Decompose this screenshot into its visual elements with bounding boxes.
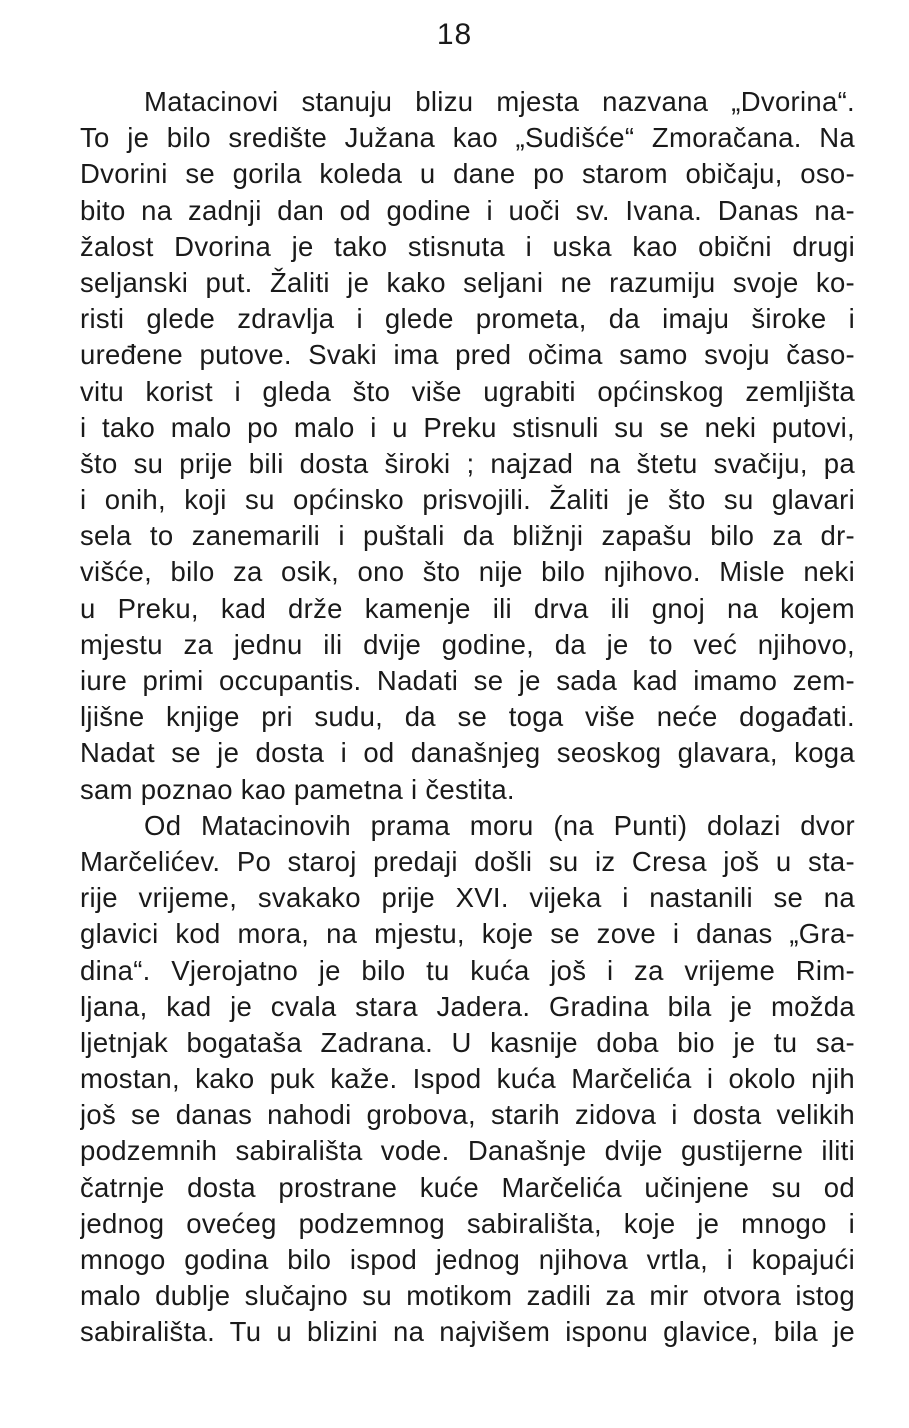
text-line: još se danas nahodi grobova, starih zidova i dosta velikih <box>80 1099 855 1131</box>
text-line: Matacinovi stanuju blizu mjesta nazvana „Dvorina“. <box>144 86 855 117</box>
text-line: sabirališta. Tu u blizini na najvišem isponu glavice, bila je <box>80 1316 855 1348</box>
text-line: dina“. Vjerojatno je bilo tu kuća još i za vrijeme Rim- <box>80 954 855 986</box>
page-number: 18 <box>436 18 473 51</box>
paragraph-1 <box>80 84 855 808</box>
text-line: mostan, kako puk kaže. Ispod kuća Marčelića i okolo njih <box>80 1063 855 1095</box>
text-line: malo dublje slučajno su motikom zadili za mir otvora istog <box>80 1280 855 1312</box>
text-line: iure primi occupantis. Nadati se je sada kad imamo zem- <box>80 665 855 696</box>
body-text <box>80 84 855 1351</box>
text-line: ljišne knjige pri sudu, da se toga više neće događati. <box>80 701 855 733</box>
text-line: sam poznao kao pametna i čestita. <box>80 773 515 805</box>
text-line: glavici kod mora, na mjestu, koje se zove i danas „Gra- <box>80 918 855 950</box>
text-line: mnogo godina bilo ispod jednog njihova vrtla, i kopajući <box>80 1244 855 1275</box>
text-line: ljana, kad je cvala stara Jadera. Gradina bila je možda <box>80 990 855 1022</box>
text-line: mjestu za jednu ili dvije godine, da je to već njihovo, <box>80 628 855 660</box>
text-line: jednog ovećeg podzemnog sabirališta, koje je mnogo i <box>80 1207 855 1239</box>
paragraph-2 <box>80 808 855 1351</box>
text-line: seljanski put. Žaliti je kako seljani ne razumiju svoje ko- <box>80 266 855 298</box>
text-line: To je bilo središte Južana kao „Sudišće“ Zmoračana. Na <box>80 122 855 154</box>
text-line: risti glede zdravlja i glede prometa, da imaju široke i <box>80 303 855 335</box>
text-line: Od Matacinovih prama moru (na Punti) dolazi dvor <box>144 809 855 841</box>
text-line: u Preku, kad drže kamenje ili drva ili gnoj na kojem <box>80 592 855 624</box>
text-line: i onih, koji su općinsko prisvojili. Žaliti je što su glavari <box>80 484 855 516</box>
text-line: Marčelićev. Po staroj predaji došli su iz Cresa još u sta- <box>80 845 855 877</box>
text-line: Nadat se je dosta i od današnjeg seoskog glavara, koga <box>80 737 855 769</box>
text-line: rije vrijeme, svakako prije XVI. vijeka i nastanili se na <box>80 882 855 914</box>
text-line: višće, bilo za osik, ono što nije bilo njihovo. Misle neki <box>80 556 855 588</box>
text-line: što su prije bili dosta široki ; najzad na štetu svačiju, pa <box>80 447 855 479</box>
text-line: ljetnjak bogataša Zadrana. U kasnije doba bio je tu sa- <box>80 1026 855 1058</box>
text-line: i tako malo po malo i u Preku stisnuli su se neki putovi, <box>80 411 855 443</box>
text-line: sela to zanemarili i puštali da bližnji zapašu bilo za dr- <box>80 520 855 552</box>
text-line: bito na zadnji dan od godine i uoči sv. Ivana. Danas na- <box>80 194 855 226</box>
text-line: uređene putove. Svaki ima pred očima samo svoju časo- <box>80 339 855 371</box>
text-line: čatrnje dosta prostrane kuće Marčelića učinjene su od <box>80 1171 855 1203</box>
text-line: podzemnih sabirališta vode. Današnje dvije gustijerne iliti <box>80 1135 855 1167</box>
text-line: žalost Dvorina je tako stisnuta i uska kao obični drugi <box>80 230 855 262</box>
text-line: vitu korist i gleda što više ugrabiti općinskog zemljišta <box>80 375 855 407</box>
text-line: Dvorini se gorila koleda u dane po starom običaju, oso- <box>80 158 855 190</box>
